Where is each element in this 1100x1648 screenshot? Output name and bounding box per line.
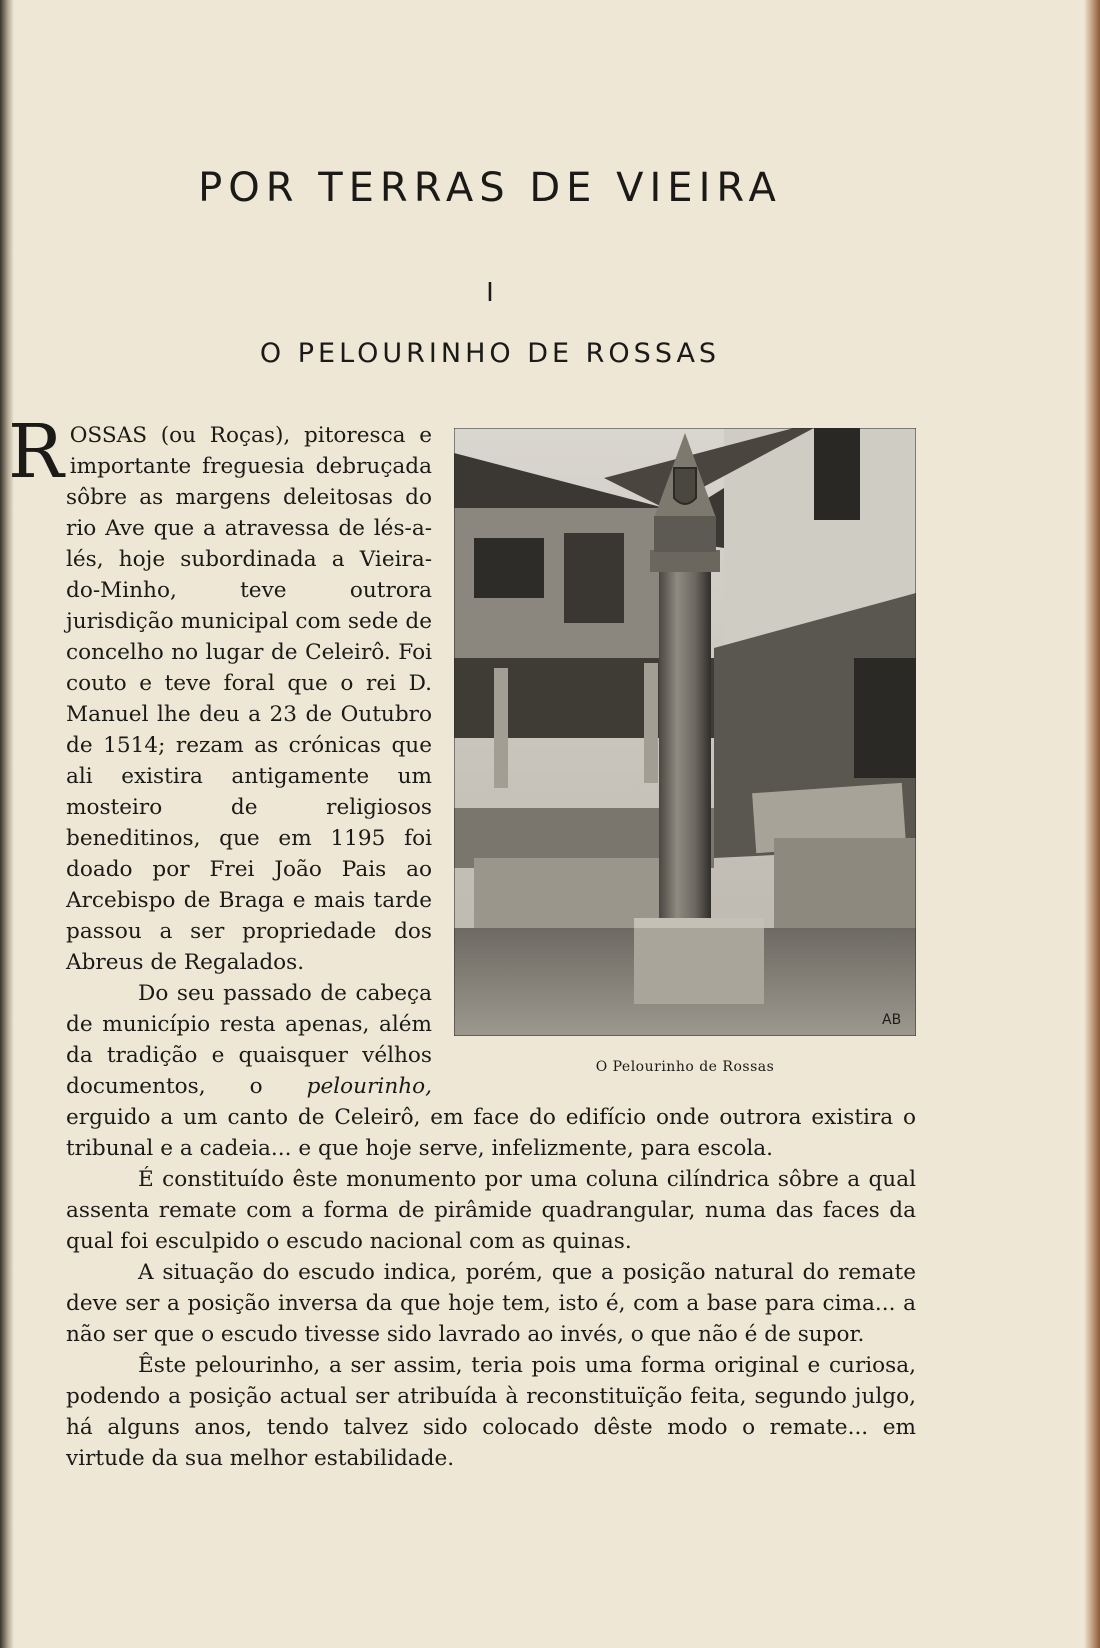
pillory-photo (454, 428, 916, 1036)
section-subtitle: O PELOURINHO DE ROSSAS (259, 338, 721, 369)
svg-text:AB: AB (882, 1012, 902, 1028)
pelourinho-italic: pelourinho, (306, 1074, 432, 1099)
photo-figure (454, 428, 916, 1078)
paragraph-3: É constituído êste monumento por uma coluna cilíndrica sôbre a qual assenta remate com a forma de pirâmide quadrangular, numa das faces da qual foi esculpido o escudo nacional com as quinas. (66, 1167, 916, 1254)
paragraph-2-text-a: Do seu passado de cabeça de município resta apenas, além da tradição e quaisquer vélhos documentos, o (66, 981, 432, 1099)
photo-caption: O Pelourinho de Rossas (595, 1059, 775, 1075)
paragraph-1-text: OSSAS (ou Roças), pitoresca e importante freguesia debruçada sôbre as margens deleitosas do rio Ave que a atravessa de lés-a-lés, hoje subordinada a Vieira-do-Minho, teve outrora jurisdição municipal com sede de concelho no lugar de Celeirô. Foi couto e teve foral que o rei D. Manuel lhe deu a 23 de Outubro de 1514; rezam as crónicas que ali existira antigamente um mosteiro de religiosos beneditinos, que em 1195 foi doado por Frei João Pais ao Arcebispo de Braga e mais tarde passou a ser propriedade dos Abreus de Regalados. (66, 423, 432, 975)
article-body (8, 409, 916, 1474)
paragraph-2-text-b: erguido a um canto de Celeirô, em face do edifício onde outrora existira o tribunal e a cadeia... e que hoje serve, infelizmente, para escola. (66, 1105, 916, 1161)
section-number: I (486, 278, 494, 308)
drop-cap: R (8, 409, 64, 495)
page-outer-edge (1084, 0, 1100, 1648)
paragraph-5: Êste pelourinho, a ser assim, teria pois uma forma original e curiosa, podendo a posição actual ser atribuída à reconstituïção feita, segundo julgo, há alguns anos, tendo talvez sido colocado dêste modo o remate... em virtude da sua melhor estabilidade. (66, 1353, 916, 1471)
page-binding-edge (0, 0, 14, 1648)
page-title: POR TERRAS DE VIEIRA (198, 165, 782, 211)
paragraph-4: A situação do escudo indica, porém, que a posição natural do remate deve ser a posição inversa da que hoje tem, isto é, com a base para cima... a não ser que o escudo tivesse sido lavrado ao invés, o que não é de supor. (66, 1260, 916, 1347)
